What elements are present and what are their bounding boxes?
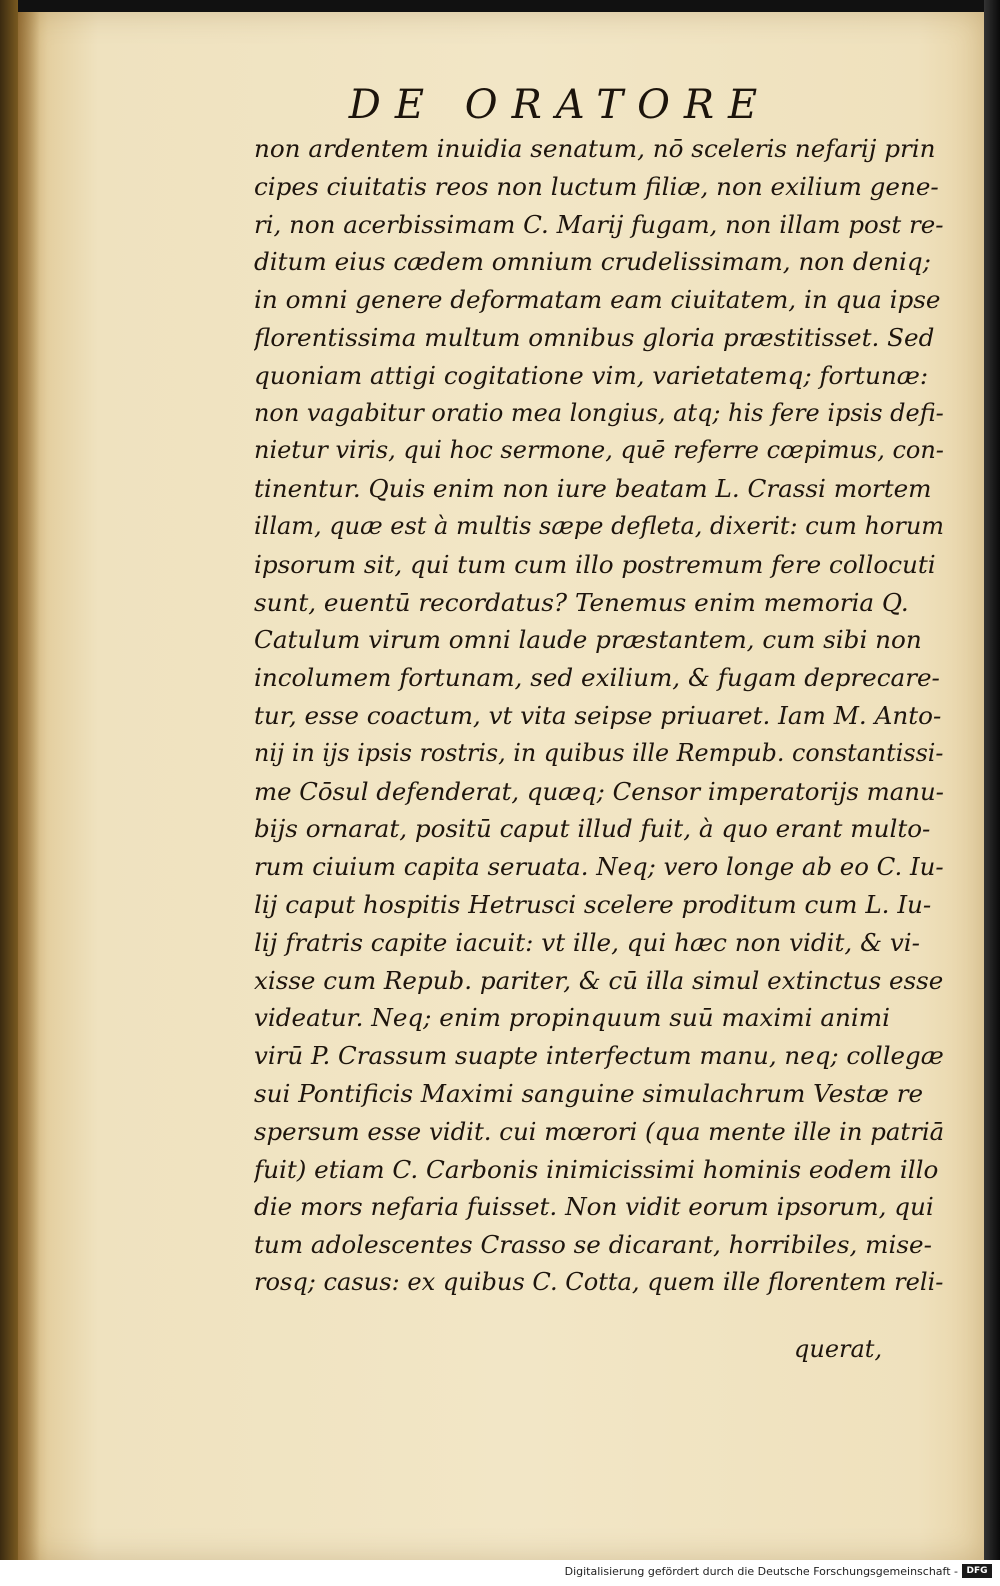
page-spine-shadow — [18, 12, 40, 1560]
running-head: DE ORATORE — [348, 82, 772, 128]
scan-left-edge — [0, 0, 18, 1560]
text-line: tum adolescentes Crasso se dicarant, horribiles, mise- — [254, 1230, 932, 1260]
text-line: lij caput hospitis Hetrusci scelere proditum cum L. Iu- — [254, 889, 932, 919]
text-line: quoniam attigi cogitatione vim, varietatemq; fortunæ: — [254, 360, 929, 390]
text-line: rosq; casus: ex quibus C. Cotta, quem ille florentem reli- — [254, 1267, 944, 1296]
text-line: nij in ijs ipsis rostris, in quibus ille Rempub. constantissi- — [254, 738, 944, 767]
catchword: querat, — [794, 1335, 883, 1363]
text-line: rum ciuium capita seruata. Neq; vero longe ab eo C. Iu- — [254, 852, 944, 882]
text-line: videatur. Neq; enim propinquum suū maximi animi — [254, 1003, 890, 1033]
text-line: ri, non acerbissimam C. Marij fugam, non illam post re- — [254, 209, 944, 239]
text-line: florentissima multum omnibus gloria præstitisset. Sed — [254, 322, 935, 352]
text-line: illam, quæ est à multis sæpe defleta, dixerit: cum horum — [254, 511, 945, 540]
text-line: tur, esse coactum, vt vita seipse priuaret. Iam M. Anto- — [254, 700, 942, 730]
body-text — [254, 130, 954, 1302]
text-line: cipes ciuitatis reos non luctum filiæ, non exilium gene- — [254, 171, 939, 201]
text-line: in omni genere deformatam eam ciuitatem, in qua ipse — [254, 285, 941, 315]
text-line: tinentur. Quis enim non iure beatam L. Crassi mortem — [254, 474, 932, 504]
text-line: bijs ornarat, positū caput illud fuit, à quo erant multo- — [254, 814, 931, 844]
text-line: sui Pontificis Maximi sanguine simulachrum Vestæ re — [254, 1078, 924, 1108]
text-line: spersum esse vidit. cui mœrori (qua mente ille in patriā — [254, 1116, 945, 1146]
text-line: me Cōsul defenderat, quæq; Censor imperatorijs manu- — [254, 776, 944, 806]
text-line: nietur viris, qui hoc sermone, quē referre cœpimus, con- — [254, 436, 944, 465]
text-line: non vagabitur oratio mea longius, atq; his fere ipsis defi- — [254, 398, 944, 427]
text-line: virū P. Crassum suapte interfectum manu, neq; collegæ — [254, 1041, 944, 1071]
dfg-logo: DFG — [962, 1564, 992, 1578]
funding-credit: Digitalisierung gefördert durch die Deutsche Forschungsgemeinschaft - — [564, 1565, 958, 1578]
text-line: ditum eius cædem omnium crudelissimam, non deniq; — [254, 247, 931, 277]
text-line: non ardentem inuidia senatum, nō sceleris nefarij prin — [254, 134, 936, 163]
text-line: ipsorum sit, qui tum cum illo postremum fere collocuti — [254, 549, 936, 579]
text-line: lij fratris capite iacuit: vt ille, qui hæc non vidit, & vi- — [254, 927, 920, 957]
scan-right-edge — [984, 0, 1000, 1560]
text-line: incolumem fortunam, sed exilium, & fugam deprecare- — [254, 663, 940, 693]
text-line: sunt, euentū recordatus? Tenemus enim memoria Q. — [254, 587, 909, 617]
text-line: die mors nefaria fuisset. Non vidit eorum ipsorum, qui — [254, 1192, 934, 1222]
text-line: fuit) etiam C. Carbonis inimicissimi hominis eodem illo — [254, 1154, 939, 1184]
text-line: xisse cum Repub. pariter, & cū illa simul extinctus esse — [254, 965, 944, 995]
text-line: Catulum virum omni laude præstantem, cum sibi non — [254, 625, 922, 655]
